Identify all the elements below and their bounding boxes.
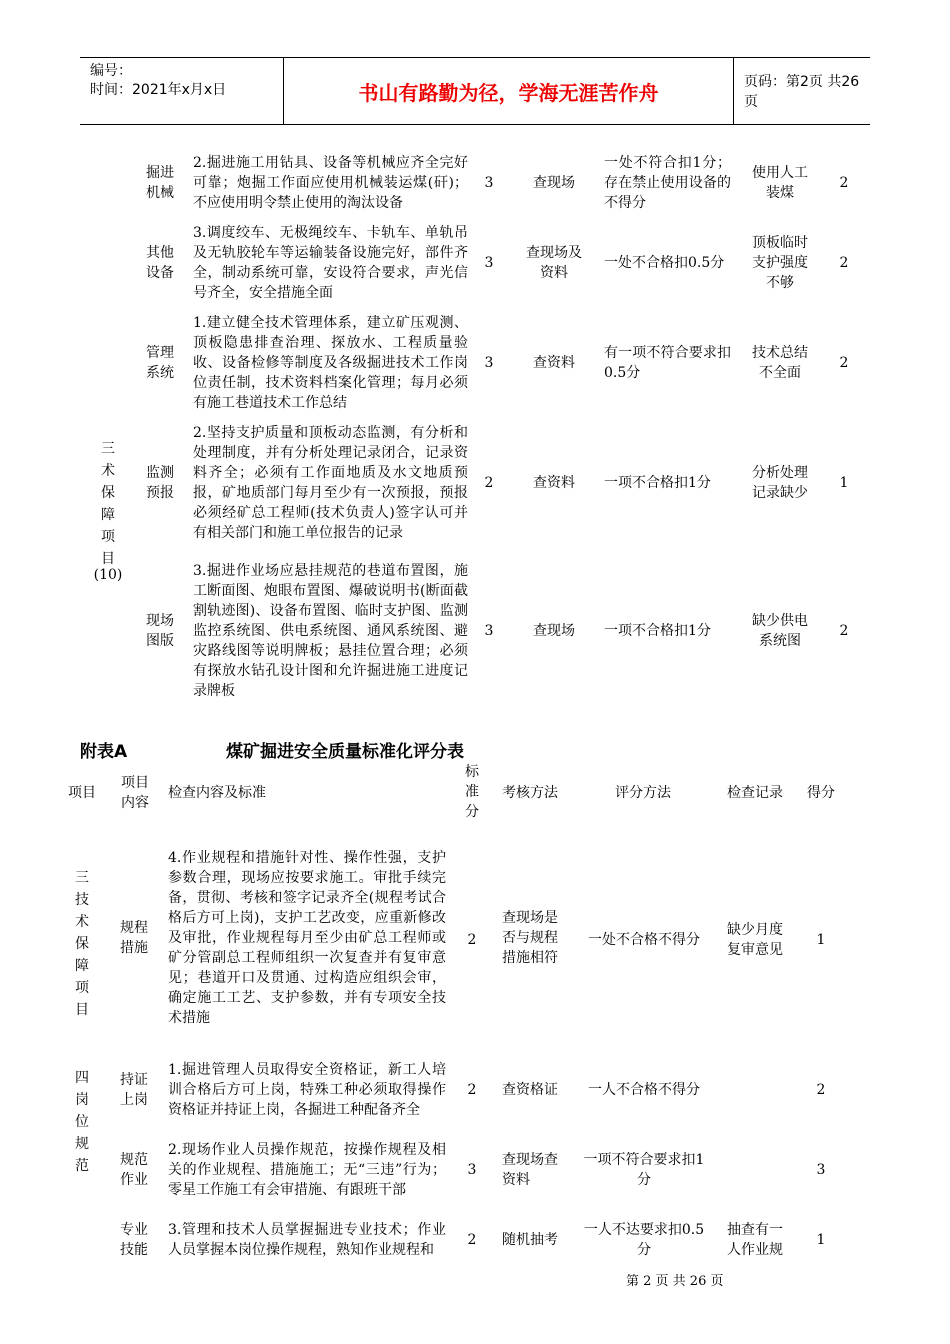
row-std-score: 2 [467, 932, 477, 948]
row-std-score: 2 [467, 1232, 477, 1248]
row-record: 缺少月度复审意见 [727, 922, 783, 958]
section-char: 岗 [75, 1092, 89, 1108]
section-char: 保 [75, 936, 89, 952]
row-score: 2 [839, 623, 849, 639]
row-scoring: 有一项不符合要求扣0.5分 [604, 345, 731, 381]
row-item: 其他 设备 [146, 245, 174, 281]
row-std-score: 2 [467, 1082, 477, 1098]
row-scoring: 一项不符合要求扣1分 [583, 1152, 705, 1188]
row-content: 1.掘进管理人员取得安全资格证，新工人培训合格后方可上岗，特殊工种必须取得操作资格证并持证上岗，各掘进工种配备齐全 [168, 1062, 446, 1118]
row-item: 专业 技能 [120, 1222, 148, 1258]
section-points: (10) [93, 567, 123, 583]
section-char: 保 [101, 485, 115, 501]
row-method: 查资料 [533, 475, 575, 491]
row-method: 查现场是否与规程措施相符 [502, 910, 558, 966]
row-method: 查现场 [533, 175, 575, 191]
section-char: 三 [75, 870, 89, 886]
row-std-score: 3 [484, 255, 494, 271]
section-char: 位 [75, 1114, 89, 1130]
appendix-label: 附表A [80, 742, 128, 762]
section-char: 障 [101, 507, 115, 523]
row-method: 查资格证 [502, 1082, 558, 1098]
row-score: 2 [816, 1082, 826, 1098]
row-item: 现场 图版 [146, 613, 174, 649]
section-char: 目 [101, 551, 115, 567]
row-content: 2.现场作业人员操作规范，按操作规程及相关的作业规程、措施施工；无“三违”行为；零星工作施工有会审措施、有跟班干部 [168, 1142, 446, 1198]
col-header-content: 检查内容及标准 [168, 785, 266, 801]
section-char: 四 [75, 1070, 89, 1086]
row-record: 抽查有一人作业规 [727, 1222, 783, 1258]
row-method: 查现场 [533, 623, 575, 639]
row-score: 1 [816, 932, 826, 948]
row-scoring: 一项不合格扣1分 [604, 623, 711, 639]
row-std-score: 2 [484, 475, 494, 491]
row-record: 技术总结不全面 [752, 345, 808, 381]
row-item: 管理 系统 [146, 345, 174, 381]
section-char: 目 [75, 1002, 89, 1018]
row-scoring: 一处不符合扣1分；存在禁止使用设备的不得分 [604, 155, 731, 211]
col-header-score: 得分 [807, 785, 835, 801]
section-char: 技 [75, 892, 89, 908]
section-char: 障 [75, 958, 89, 974]
row-content: 3.调度绞车、无极绳绞车、卡轨车、单轨吊及无轨胶轮车等运输装备设施完好，部件齐全，制动系统可靠，安设符合要求，声光信号齐全，安全措施全面 [193, 225, 468, 301]
row-method: 查资料 [533, 355, 575, 371]
row-score: 3 [816, 1162, 826, 1178]
row-item: 规程 措施 [120, 920, 148, 956]
section-char: 范 [75, 1158, 89, 1174]
section-char: 规 [75, 1136, 89, 1152]
section-char: 项 [101, 529, 115, 545]
header-page-info: 页码：第2页 共26页 [744, 74, 860, 110]
col-header-item: 项目 内容 [121, 775, 149, 811]
row-record: 使用人工装煤 [752, 165, 808, 201]
document-time: 时间：2021年x月x日 [90, 82, 227, 98]
row-item: 持证 上岗 [120, 1072, 148, 1108]
row-scoring: 一人不合格不得分 [588, 1082, 700, 1098]
col-header-method: 考核方法 [502, 785, 558, 801]
row-score: 1 [816, 1232, 826, 1248]
section-char: 项 [75, 980, 89, 996]
page-footer: 第 2 页 共 26 页 [626, 1274, 724, 1289]
row-content: 1.建立健全技术管理体系，建立矿压观测、顶板隐患排查治理、探放水、工程质量验收、设备检修等制度及各级掘进技术工作岗位责任制，技术资料档案化管理；每月必须有施工巷道技术工作总结 [193, 315, 468, 411]
row-item: 掘进 机械 [146, 165, 174, 201]
page-header [80, 57, 870, 125]
col-header-scoring: 评分方法 [615, 785, 671, 801]
header-motto: 书山有路勤为径，学海无涯苦作舟 [283, 58, 734, 124]
row-scoring: 一处不合格不得分 [588, 932, 700, 948]
section-char: 三 [101, 441, 115, 457]
row-content: 3.掘进作业场应悬挂规范的巷道布置图，施工断面图、炮眼布置图、爆破说明书(断面截割轨迹图)、设备布置图、临时支护图、监测监控系统图、供电系统图、通风系统图、避灾路线图等说明牌板；悬挂位置合理；必须有探放水钻孔设计图和允许掘进施工进度记录牌板 [193, 563, 468, 699]
row-scoring: 一人不达要求扣0.5分 [583, 1222, 705, 1258]
row-record: 顶板临时支护强度不够 [752, 235, 808, 291]
document-number-label: 编号： [90, 63, 132, 79]
row-content: 3.管理和技术人员掌握掘进专业技术；作业人员掌握本岗位操作规程，熟知作业规程和 [168, 1222, 446, 1258]
row-item: 监测 预报 [146, 465, 174, 501]
row-record: 缺少供电系统图 [752, 613, 808, 649]
col-header-std: 标 准 分 [465, 764, 479, 820]
row-score: 2 [839, 255, 849, 271]
col-header-record: 检查记录 [727, 785, 783, 801]
row-score: 1 [839, 475, 849, 491]
section-char: 术 [75, 914, 89, 930]
row-scoring: 一项不合格扣1分 [604, 475, 711, 491]
row-std-score: 3 [484, 175, 494, 191]
row-method: 查现场及资料 [526, 245, 582, 281]
table-title: 煤矿掘进安全质量标准化评分表 [226, 742, 464, 762]
section-char: 术 [101, 463, 115, 479]
row-content: 2.掘进施工用钻具、设备等机械应齐全完好可靠；炮掘工作面应使用机械装运煤(矸)；不应使用明令禁止使用的淘汰设备 [193, 155, 468, 211]
row-content: 4.作业规程和措施针对性、操作性强，支护参数合理，现场应按要求施工。审批手续完备，贯彻、考核和签字记录齐全(规程考试合格后方可上岗)，支护工艺改变，应重新修改及审批，作业规程每月至少由矿总工程师或矿分管副总工程师组织一次复查并有复审意见；巷道开口及贯通、过构造应组织会审，确定施工工艺、支护参数，并有专项安全技术措施 [168, 850, 446, 1026]
row-std-score: 3 [484, 623, 494, 639]
row-scoring: 一处不合格扣0.5分 [604, 255, 725, 271]
row-method: 查现场查资料 [502, 1152, 558, 1188]
row-score: 2 [839, 355, 849, 371]
header-meta [80, 58, 283, 124]
row-score: 2 [839, 175, 849, 191]
row-method: 随机抽考 [502, 1232, 558, 1248]
row-content: 2.坚持支护质量和顶板动态监测，有分析和处理制度，并有分析处理记录闭合，记录资料齐全；必须有工作面地质及水文地质预报，矿地质部门每月至少有一次预报，预报必须经矿总工程师(技术负责人)签字认可并有相关部门和施工单位报告的记录 [193, 425, 468, 541]
col-header-project: 项目 [68, 785, 96, 801]
row-std-score: 3 [484, 355, 494, 371]
row-item: 规范 作业 [120, 1152, 148, 1188]
row-record: 分析处理记录缺少 [752, 465, 808, 501]
row-std-score: 3 [467, 1162, 477, 1178]
